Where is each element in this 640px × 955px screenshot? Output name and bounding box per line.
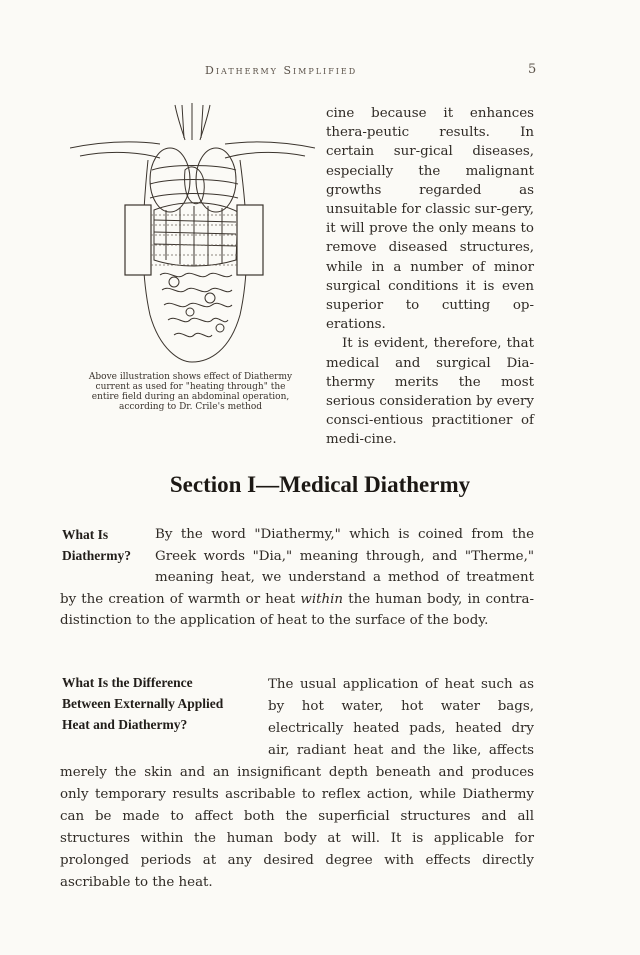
paragraph-what-is — [60, 524, 534, 632]
caption-line: according to Dr. Crile's method — [118, 402, 263, 412]
paragraph: It is evident, therefore, that medical and surgical Dia-thermy merits the most serious consideration by every consci-entious practitioner of medi-cine. — [326, 336, 534, 448]
side-heading-line: What Is the Difference — [62, 675, 193, 690]
anatomical-torso-illustration-icon — [70, 100, 315, 370]
caption-line: current as used for "heating through" the — [95, 382, 286, 392]
emphasis-text: within — [300, 591, 344, 607]
side-heading-line: Diathermy? — [62, 548, 131, 563]
caption-line: Above illustration shows effect of Diathermy — [88, 372, 293, 382]
text: By the word "Diathermy," which is coined from the Greek words "Dia," meaning through, and "Therme," meaning heat, we understand a method of treatment by the creation of warmth or heat — [60, 527, 534, 607]
paragraph: cine because it enhances thera-peutic results. In certain sur-gical diseases, especially the malignant growths regarded as unsuitable for classic sur-gery, it will prove the only means to remove diseased structures, while in a number of minor surgical conditions it is even superior to cutting op-erations. — [326, 106, 535, 333]
page-number: 5 — [528, 62, 537, 77]
text: the human body, in contra-distinction to the application of heat to the surface of the body. — [60, 591, 534, 629]
section-title: Section I—Medical Diathermy — [169, 472, 471, 497]
side-heading-line: Between Externally Applied — [62, 696, 224, 711]
caption-line: entire field during an abdominal operation, — [91, 392, 290, 402]
paragraph-difference — [60, 674, 534, 894]
right-column-text — [326, 104, 534, 450]
text: The usual application of heat such as by hot water, hot water bags, electrically heated pads, heated dry air, radiant heat and the like, affects merely the skin and an insignificant depth beneath and produces only temporary results ascribable to reflex action, while Diathermy can be made to affect both the superficial structures and all structures within the human body at will. It is applicable for prolonged periods at any desired degree with effects directly ascribable to the heat. — [60, 677, 534, 890]
side-heading-line: Heat and Diathermy? — [62, 717, 188, 732]
running-head: Diathermy Simplified — [205, 64, 358, 77]
side-heading-line: What Is — [62, 527, 109, 542]
figure-caption — [68, 372, 313, 412]
